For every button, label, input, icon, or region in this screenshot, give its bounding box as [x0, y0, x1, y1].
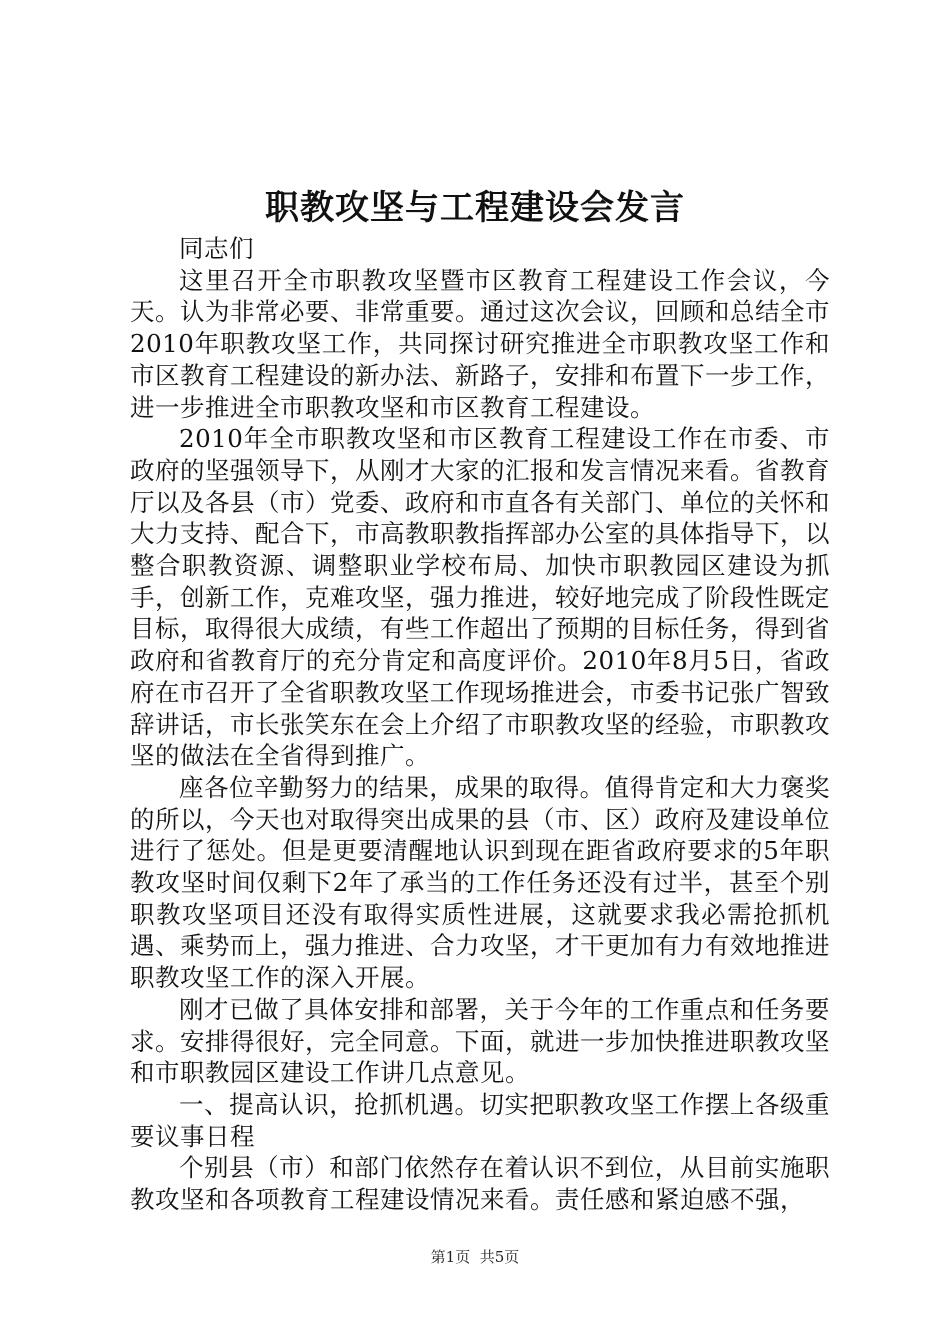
body-paragraph: 这里召开全市职教攻坚暨市区教育工程建设工作会议，今天。认为非常必要、非常重要。通过这次会议，回顾和总结全市2010年职教攻坚工作，共同探讨研究推进全市职教攻坚工作和市区教育工程建设的新办法、新路子，安排和布置下一步工作，进一步推进全市职教攻坚和市区教育工程建设。	[130, 265, 830, 422]
document-title: 职教攻坚与工程建设会发言	[265, 188, 685, 228]
body-paragraph: 2010年全市职教攻坚和市区教育工程建设工作在市委、市政府的坚强领导下，从刚才大家的汇报和发言情况来看。省教育厅以及各县（市）党委、政府和市直各有关部门、单位的关怀和大力支持、配合下，市高教职教指挥部办公室的具体指导下，以整合职教资源、调整职业学校布局、加快市职教园区建设为抓手，创新工作，克难攻坚，强力推进，较好地完成了阶段性既定目标，取得很大成绩，有些工作超出了预期的目标任务，得到省政府和省教育厅的充分肯定和高度评价。2010年8月5日，省政府在市召开了全省职教攻坚工作现场推进会，市委书记张广智致辞讲话，市长张笑东在会上介绍了市职教攻坚的经验，市职教攻坚的做法在全省得到推广。	[130, 424, 830, 771]
page-total: 共5页	[479, 1248, 520, 1266]
document-body	[130, 233, 830, 1216]
page-footer	[0, 1247, 950, 1267]
page-number: 第1页	[430, 1248, 471, 1266]
body-paragraph: 个别县（市）和部门依然存在着认识不到位，从目前实施职教攻坚和各项教育工程建设情况来看。责任感和紧迫感不强，	[130, 1153, 830, 1215]
body-paragraph: 座各位辛勤努力的结果，成果的取得。值得肯定和大力褒奖的所以，今天也对取得突出成果的县（市、区）政府及建设单位进行了惩处。但是更要清醒地认识到现在距省政府要求的5年职教攻坚时间仅剩下2年了承当的工作任务还没有过半，甚至个别职教攻坚项目还没有取得实质性进展，这就要求我必需抢抓机遇、乘势而上，强力推进、合力攻坚，才干更加有力有效地推进职教攻坚工作的深入开展。	[130, 772, 830, 993]
salutation-paragraph: 同志们	[179, 234, 254, 263]
section-heading-paragraph: 一、提高认识，抢抓机遇。切实把职教攻坚工作摆上各级重要议事日程	[130, 1089, 830, 1151]
footer-spacer	[470, 1248, 480, 1266]
body-paragraph: 刚才已做了具体安排和部署，关于今年的工作重点和任务要求。安排得很好，完全同意。下面，就进一步加快推进职教攻坚和市职教园区建设工作讲几点意见。	[130, 994, 830, 1088]
